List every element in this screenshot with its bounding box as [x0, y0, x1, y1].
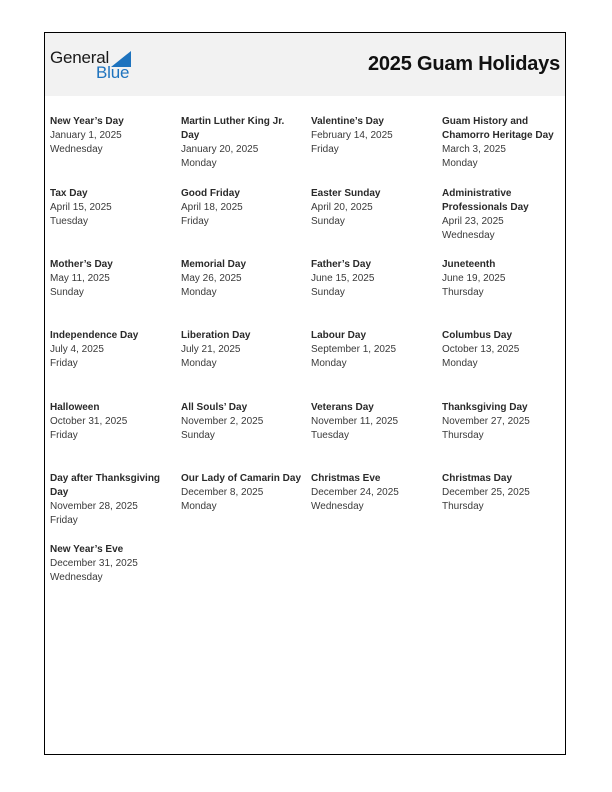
holiday-date: November 2, 2025 [181, 416, 264, 427]
holiday-weekday: Friday [311, 144, 339, 155]
holiday-item [50, 187, 174, 229]
holiday-weekday: Friday [50, 515, 78, 526]
holiday-date: February 14, 2025 [311, 130, 393, 141]
holiday-item [442, 401, 566, 443]
holiday-item [311, 258, 435, 300]
holiday-item [311, 472, 435, 514]
holiday-item [311, 329, 435, 371]
holiday-date: April 18, 2025 [181, 202, 243, 213]
holiday-weekday: Monday [181, 158, 217, 169]
holiday-name: Christmas Eve [311, 473, 381, 484]
holiday-name: Mother’s Day [50, 259, 113, 270]
holiday-weekday: Sunday [181, 430, 215, 441]
holiday-weekday: Wednesday [50, 144, 103, 155]
holiday-item [311, 401, 435, 443]
holiday-name: Martin Luther King Jr. Day [181, 116, 285, 141]
holiday-item [181, 329, 305, 371]
holiday-name: Labour Day [311, 330, 367, 341]
holiday-item [50, 115, 174, 157]
holiday-item [181, 472, 305, 514]
holiday-name: Columbus Day [442, 330, 513, 341]
holiday-weekday: Friday [50, 430, 78, 441]
holiday-weekday: Sunday [311, 216, 345, 227]
holiday-date: May 26, 2025 [181, 273, 242, 284]
holiday-name: New Year’s Eve [50, 544, 124, 555]
page-title: 2025 Guam Holidays [367, 53, 560, 75]
holiday-date: December 31, 2025 [50, 558, 138, 569]
holiday-name: Guam History and Chamorro Heritage Day [442, 116, 554, 141]
holiday-date: November 28, 2025 [50, 501, 138, 512]
holiday-item [50, 543, 174, 585]
holiday-weekday: Monday [181, 358, 217, 369]
holiday-date: May 11, 2025 [50, 273, 110, 284]
header-bar [45, 33, 565, 96]
holiday-date: April 23, 2025 [442, 216, 504, 227]
holiday-name: New Year’s Day [50, 116, 124, 127]
holiday-weekday: Thursday [442, 430, 484, 441]
holiday-weekday: Monday [442, 358, 478, 369]
holiday-item [50, 258, 174, 300]
holiday-name: Tax Day [50, 188, 88, 199]
holiday-date: December 24, 2025 [311, 487, 399, 498]
holiday-date: March 3, 2025 [442, 144, 506, 155]
holiday-date: November 11, 2025 [311, 416, 399, 427]
holiday-name: Independence Day [50, 330, 139, 341]
holiday-name: Christmas Day [442, 473, 513, 484]
holiday-weekday: Tuesday [50, 216, 88, 227]
holiday-date: September 1, 2025 [311, 344, 397, 355]
holiday-item [442, 258, 566, 300]
holiday-date: November 27, 2025 [442, 416, 530, 427]
holiday-weekday: Monday [311, 358, 347, 369]
holiday-weekday: Thursday [442, 287, 484, 298]
holiday-weekday: Monday [181, 501, 217, 512]
holiday-name: Father’s Day [311, 259, 372, 270]
holiday-item [181, 115, 305, 171]
holiday-date: April 20, 2025 [311, 202, 373, 213]
holiday-name: Thanksgiving Day [442, 402, 528, 413]
logo-text-general: General [50, 48, 110, 67]
holiday-item [50, 401, 174, 443]
holiday-date: July 4, 2025 [50, 344, 104, 355]
holiday-item [442, 329, 566, 371]
holiday-item [181, 187, 305, 229]
holiday-name: Veterans Day [311, 402, 374, 413]
holiday-item [50, 472, 174, 528]
holiday-weekday: Monday [181, 287, 217, 298]
holiday-weekday: Wednesday [442, 230, 495, 241]
page-frame [44, 32, 566, 755]
holiday-weekday: Thursday [442, 501, 484, 512]
holiday-name: Juneteenth [442, 259, 496, 270]
holiday-item [442, 472, 566, 514]
holiday-date: June 15, 2025 [311, 273, 375, 284]
holiday-item [50, 329, 174, 371]
holiday-name: Valentine’s Day [311, 116, 384, 127]
holiday-weekday: Wednesday [50, 572, 103, 583]
holiday-name: Day after Thanksgiving Day [50, 473, 161, 498]
holiday-date: April 15, 2025 [50, 202, 112, 213]
holiday-weekday: Friday [50, 358, 78, 369]
holiday-name: All Souls’ Day [181, 402, 248, 413]
generalblue-logo[interactable] [50, 49, 140, 83]
holiday-date: January 20, 2025 [181, 144, 259, 155]
holiday-name: Good Friday [181, 188, 240, 199]
holiday-name: Liberation Day [181, 330, 251, 341]
holiday-item [181, 258, 305, 300]
holiday-date: October 13, 2025 [442, 344, 520, 355]
holiday-item [442, 187, 566, 243]
holiday-weekday: Wednesday [311, 501, 364, 512]
holiday-item [181, 401, 305, 443]
holiday-item [311, 187, 435, 229]
logo-text-blue: Blue [96, 63, 130, 82]
holiday-name: Memorial Day [181, 259, 247, 270]
holiday-date: July 21, 2025 [181, 344, 241, 355]
holiday-item [442, 115, 566, 171]
holiday-weekday: Sunday [311, 287, 345, 298]
holiday-date: January 1, 2025 [50, 130, 122, 141]
holiday-weekday: Friday [181, 216, 209, 227]
holiday-weekday: Tuesday [311, 430, 349, 441]
holiday-date: December 25, 2025 [442, 487, 530, 498]
holiday-weekday: Monday [442, 158, 478, 169]
holiday-date: June 19, 2025 [442, 273, 506, 284]
holiday-name: Administrative Professionals Day [442, 188, 529, 213]
holiday-weekday: Sunday [50, 287, 84, 298]
holiday-name: Easter Sunday [311, 188, 381, 199]
holiday-name: Our Lady of Camarin Day [181, 473, 302, 484]
holiday-date: October 31, 2025 [50, 416, 128, 427]
holiday-date: December 8, 2025 [181, 487, 264, 498]
holiday-item [311, 115, 435, 157]
holiday-name: Halloween [50, 402, 100, 413]
